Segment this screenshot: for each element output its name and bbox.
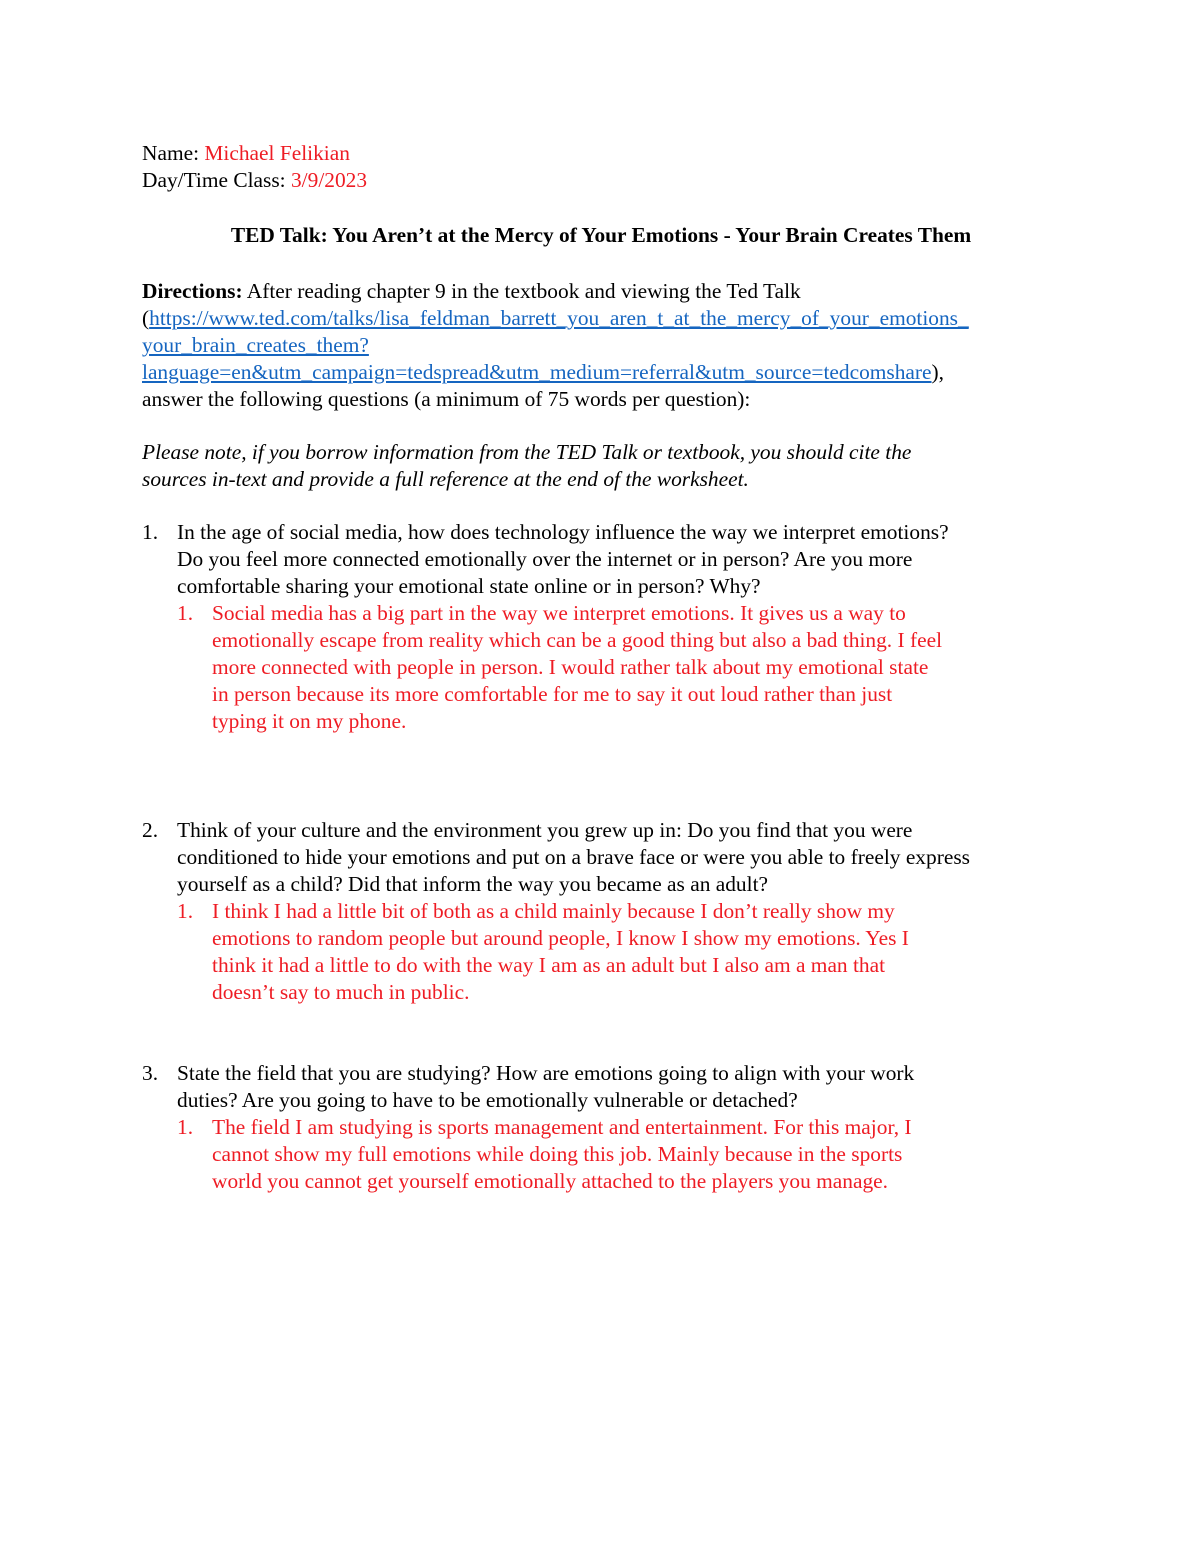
question-2 bbox=[142, 817, 1060, 1006]
paren-open: ( bbox=[142, 306, 150, 330]
question-text: 3. State the field that you are studying? How are emotions going to align with your work duties? Are you going to have to be emotionally vulnerable or detached? bbox=[142, 1061, 915, 1112]
name-label: Name: bbox=[142, 141, 200, 165]
ted-talk-link[interactable]: https://www.ted.com/talks/lisa_feldman_barrett_you_aren_t_at_the_mercy_of_your_emotions_ bbox=[149, 306, 969, 330]
worksheet-title: TED Talk: You Aren’t at the Mercy of Your Emotions - Your Brain Creates Them bbox=[230, 223, 972, 247]
answer-number: 1. bbox=[177, 899, 194, 923]
question-number: 2. bbox=[142, 818, 159, 842]
ted-talk-link-cont[interactable]: your_brain_creates_them? bbox=[142, 333, 369, 357]
answer-text: 1. Social media has a big part in the way we interpret emotions. It gives us a way to emotionally escape from reality which can be a good thing but also a bad thing. I feel more connected with people in person. I would rather talk about my emotional state in person because its more comfortable for me to say it out loud rather than just typing it on my phone. bbox=[177, 601, 943, 733]
worksheet-page bbox=[142, 140, 1060, 1195]
answer-text: 1. I think I had a little bit of both as a child mainly because I don’t really show my emotions to random people but around people, I know I show my emotions. Yes I think it had a little to do with the way I am as an adult but I also am a man that doesn’t say to much in public. bbox=[177, 899, 909, 1004]
answer-number: 1. bbox=[177, 1115, 194, 1139]
directions-label: Directions: bbox=[142, 279, 243, 303]
class-line bbox=[142, 167, 1060, 194]
question-number: 3. bbox=[142, 1061, 159, 1085]
citation-note: Please note, if you borrow information from the TED Talk or textbook, you should cite the sources in-text and provide a full reference at the end of the worksheet. bbox=[142, 440, 912, 491]
class-value: 3/9/2023 bbox=[290, 168, 368, 192]
answer-text: 1. The field I am studying is sports management and entertainment. For this major, I cannot show my full emotions while doing this job. Mainly because in the sports world you cannot get yourself emotionally attached to the players you manage. bbox=[177, 1115, 912, 1193]
directions-instruction: answer the following questions (a minimum of 75 words per question): bbox=[142, 387, 751, 411]
question-3 bbox=[142, 1060, 1060, 1195]
directions bbox=[142, 278, 1060, 413]
ted-talk-link-end[interactable]: language=en&utm_campaign=tedspread&utm_medium=referral&utm_source=tedcomshare bbox=[142, 360, 932, 384]
name-value: Michael Felikian bbox=[204, 141, 350, 165]
directions-text: After reading chapter 9 in the textbook and viewing the Ted Talk bbox=[246, 279, 801, 303]
class-label: Day/Time Class: bbox=[142, 168, 286, 192]
question-number: 1. bbox=[142, 520, 159, 544]
student-info bbox=[142, 140, 1060, 194]
question-text: 1. In the age of social media, how does technology influence the way we interpret emotions? Do you feel more connected emotionally over the internet or in person? Are you more comfortable sharing your emotional state online or in person? Why? bbox=[142, 520, 949, 598]
paren-close: ), bbox=[931, 360, 945, 384]
question-text: 2. Think of your culture and the environment you grew up in: Do you find that you were conditioned to hide your emotions and put on a brave face or were you able to freely express yourself as a child? Did that inform the way you became as an adult? bbox=[142, 818, 970, 896]
question-1 bbox=[142, 519, 1060, 735]
name-line bbox=[142, 140, 1060, 167]
answer-number: 1. bbox=[177, 601, 194, 625]
